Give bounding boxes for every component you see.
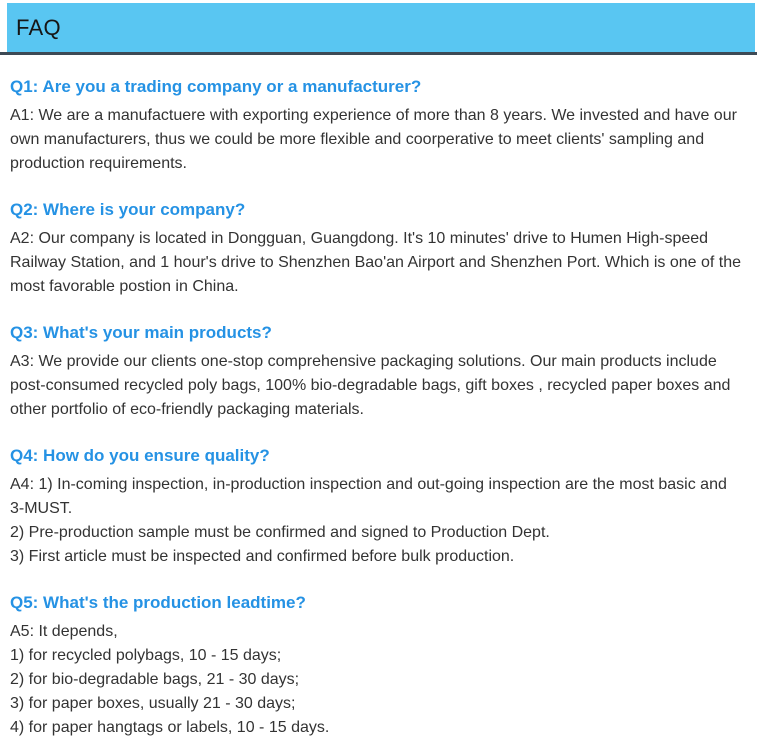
question-heading: Q2: Where is your company? — [10, 200, 246, 219]
question-heading: Q5: What's the production leadtime? — [10, 593, 306, 612]
question-heading: Q4: How do you ensure quality? — [10, 446, 270, 465]
faq-item-q4 — [10, 446, 743, 569]
faq-item-q5 — [10, 593, 743, 740]
section-header-bar — [7, 3, 755, 52]
answer-line: 3) First article must be inspected and confirmed before bulk production. — [10, 548, 515, 565]
answer-block — [10, 620, 743, 740]
answer-block — [10, 104, 743, 176]
faq-content — [0, 55, 765, 740]
question-heading: Q3: What's your main products? — [10, 323, 272, 342]
answer-line: A4: 1) In-coming inspection, in-production inspection and out-going inspection are the most basic and 3-MUST. — [10, 476, 727, 517]
answer-block — [10, 350, 743, 422]
faq-item-q1 — [10, 77, 743, 176]
answer-line: A1: We are a manufactuere with exporting experience of more than 8 years. We invested and have our own manufacturers, thus we could be more flexible and coorperative to meet clients' sampling and production requirements. — [10, 107, 737, 172]
answer-line: 2) Pre-production sample must be confirmed and signed to Production Dept. — [10, 524, 550, 541]
faq-item-q3 — [10, 323, 743, 422]
answer-line: A3: We provide our clients one-stop comprehensive packaging solutions. Our main products include post-consumed recycled poly bags, 100% bio-degradable bags, gift boxes , recycled paper boxes and other portfolio of eco-friendly packaging materials. — [10, 353, 731, 418]
answer-line: A5: It depends, — [10, 623, 118, 640]
answer-line: 2) for bio-degradable bags, 21 - 30 days; — [10, 671, 300, 688]
answer-block — [10, 227, 743, 299]
answer-line: 4) for paper hangtags or labels, 10 - 15 days. — [10, 719, 330, 736]
answer-line: A2: Our company is located in Dongguan, Guangdong. It's 10 minutes' drive to Humen High-speed Railway Station, and 1 hour's drive to Shenzhen Bao'an Airport and Shenzhen Port. Which is one of the most favorable postion in China. — [10, 230, 741, 295]
section-header-divider — [0, 3, 757, 55]
question-heading: Q1: Are you a trading company or a manufacturer? — [10, 77, 422, 96]
answer-block — [10, 473, 743, 569]
page-title: FAQ — [16, 14, 61, 40]
faq-item-q2 — [10, 200, 743, 299]
answer-line: 3) for paper boxes, usually 21 - 30 days; — [10, 695, 296, 712]
answer-line: 1) for recycled polybags, 10 - 15 days; — [10, 647, 282, 664]
